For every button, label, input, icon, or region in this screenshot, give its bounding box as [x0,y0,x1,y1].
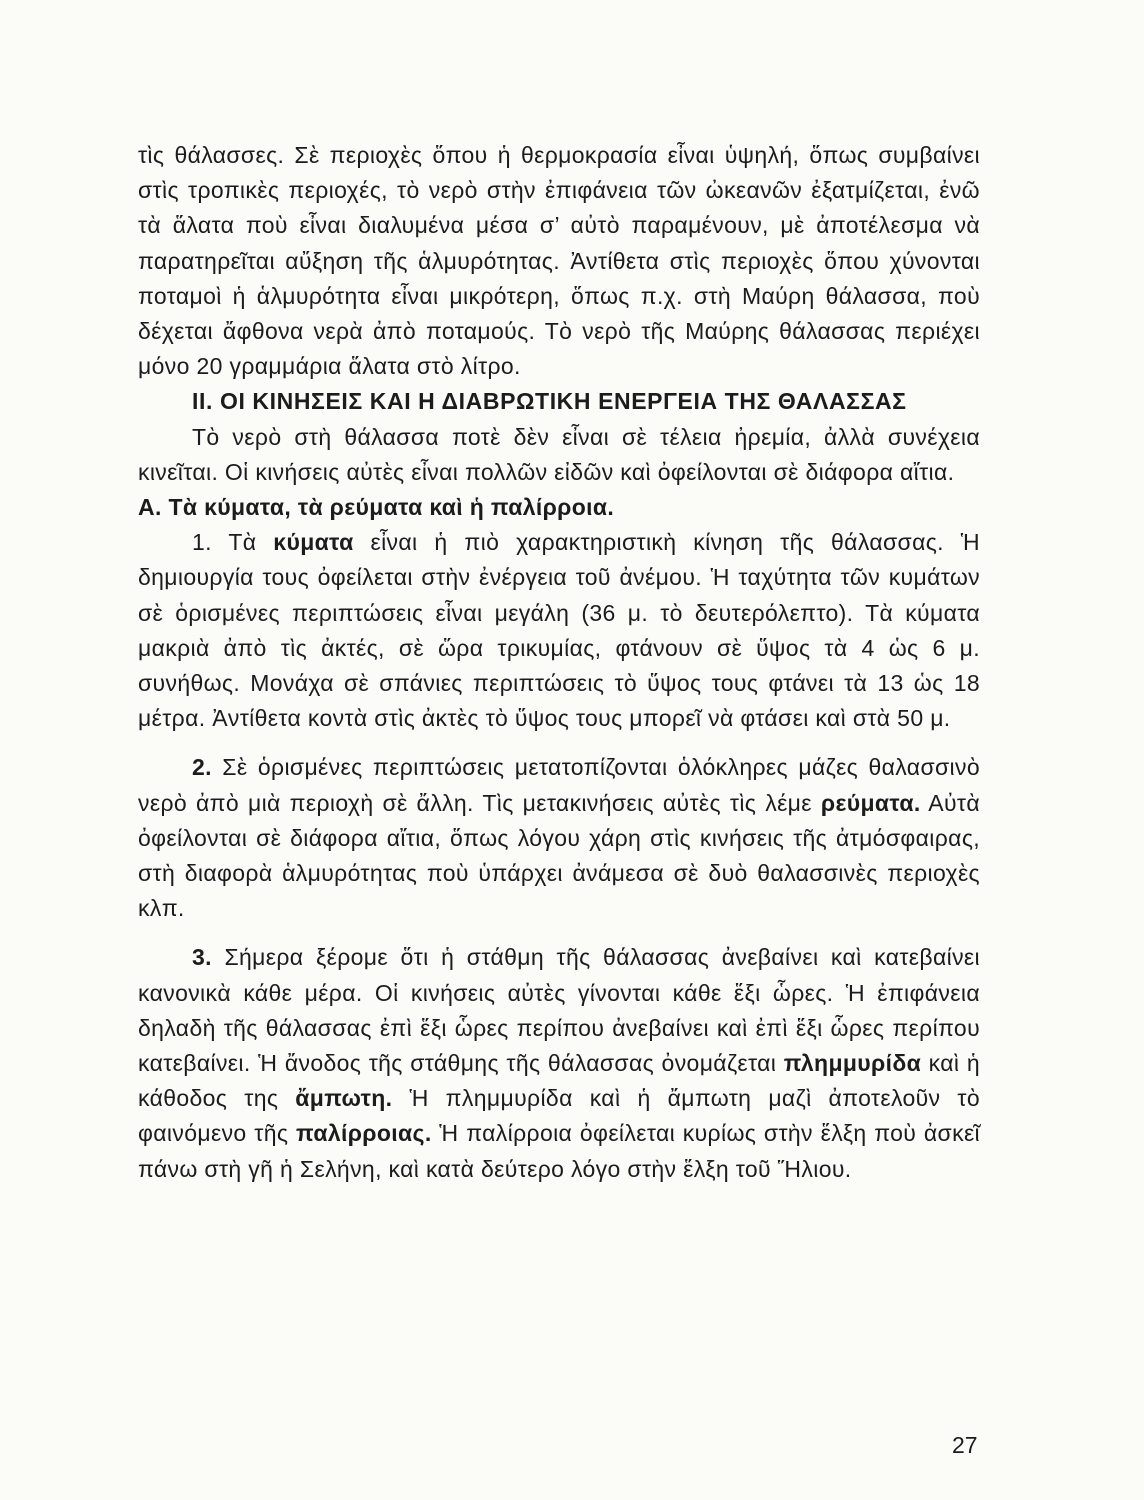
section-heading: II. ΟΙ ΚΙΝΗΣΕΙΣ ΚΑΙ Η ΔΙΑΒΡΩΤΙΚΗ ΕΝΕΡΓΕΙΑ ΤΗΣ ΘΑΛΑΣΣΑΣ [192,388,907,415]
body-text [138,138,980,1187]
subheading: Α. Τὰ κύματα, τὰ ρεύματα καὶ ἡ παλίρροια. [138,494,615,521]
paragraph-tides: 3. Σήμερα ξέρομε ὅτι ἡ στάθμη τῆς θάλασσας ἀνεβαίνει καὶ κατεβαίνει κανονικὰ κάθε μέρα. Οἱ κινήσεις αὐτὲς γίνονται κάθε ἕξι ὧρες. Ἡ ἐπιφάνεια δηλαδὴ τῆς θάλασσας ἐπὶ ἕξι ὧρες περίπου ἀνεβαίνει καὶ ἐπὶ ἕξι ὧρες περίπου κατεβαίνει. Ἡ ἄνοδος τῆς στάθμης τῆς θάλασσας ὀνομάζεται πλημμυρίδα καὶ ἡ κάθοδος της ἄμπωτη. Ἡ πλημμυρίδα καὶ ἡ ἄμπωτη μαζὶ ἀποτελοῦν τὸ φαινόμενο τῆς παλίρροιας. Ἡ παλίρροια ὀφείλεται κυρίως στὴν ἕλξη ποὺ ἀσκεῖ πάνω στὴ γῆ ἡ Σελήνη, καὶ κατὰ δεύτερο λόγο στὴν ἕλξη τοῦ Ἥλιου. [138,944,981,1182]
term-high-tide: πλημμυρίδα [783,1050,922,1077]
paragraph-number: 1. [192,529,212,556]
term-currents: ρεύματα. [820,789,921,816]
page-number: 27 [952,1432,978,1458]
paragraph-number: 2. [192,754,212,781]
term-tide: παλίρροιας. [296,1120,432,1147]
section-intro-paragraph: Τὸ νερὸ στὴ θάλασσα ποτὲ δὲν εἶναι σὲ τέλεια ἠρεμία, ἀλλὰ συνέχεια κινεῖται. Οἱ κινήσεις αὐτὲς εἶναι πολλῶν εἰδῶν καὶ ὀφείλονται σὲ διάφορα αἴτια. [138,423,980,485]
term-low-tide: ἄμπωτη. [295,1085,393,1112]
intro-paragraph: τὶς θάλασσες. Σὲ περιοχὲς ὅπου ἡ θερμοκρασία εἶναι ὑψηλή, ὅπως συμβαίνει στὶς τροπικὲς περιοχές, τὸ νερὸ στὴν ἐπιφάνεια τῶν ὠκεανῶν ἐξατμίζεται, ἐνῶ τὰ ἅλατα ποὺ εἶναι διαλυμένα μέσα σ’ αὐτὸ παραμένουν, μὲ ἀποτέλεσμα νὰ παρατηρεῖται αὔξηση τῆς ἁλμυρότητας. Ἀντίθετα στὶς περιοχὲς ὅπου χύνονται ποταμοὶ ἡ ἁλμυρότητα εἶναι μικρότερη, ὅπως π.χ. στὴ Μαύρη θάλασσα, ποὺ δέχεται ἄφθονα νερὰ ἀπὸ ποταμούς. Τὸ νερὸ τῆς Μαύρης θάλασσας περιέχει μόνο 20 γραμμάρια ἅλατα στὸ λίτρο. [138,142,980,380]
term-waves: κύματα [273,529,354,556]
paragraph-number: 3. [192,944,212,971]
paragraph-currents: 2. Σὲ ὁρισμένες περιπτώσεις μετατοπίζονται ὁλόκληρες μάζες θαλασσινὸ νερὸ ἀπὸ μιὰ περιοχὴ σὲ ἄλλη. Τὶς μετακινήσεις αὐτὲς τὶς λέμε ρεύματα. Αὐτὰ ὀφείλονται σὲ διάφορα αἴτια, ὅπως λόγου χάρη στὶς κινήσεις τῆς ἀτμόσφαιρας, στὴ διαφορὰ ἁλμυρότητας ποὺ ὑπάρχει ἀνάμεσα σὲ δυὸ θαλασσινὲς περιοχὲς κλπ. [138,754,980,922]
paragraph-waves: 1. Τὰ κύματα εἶναι ἡ πιὸ χαρακτηριστικὴ κίνηση τῆς θάλασσας. Ἡ δημιουργία τους ὀφείλεται στὴν ἐνέργεια τοῦ ἀνέμου. Ἡ ταχύτητα τῶν κυμάτων σὲ ὁρισμένες περιπτώσεις εἶναι μεγάλη (36 μ. τὸ δευτερόλεπτο). Τὰ κύματα μακριὰ ἀπὸ τὶς ἀκτές, σὲ ὥρα τρικυμίας, φτάνουν σὲ ὕψος τὰ 4 ὡς 6 μ. συνήθως. Μονάχα σὲ σπάνιες περιπτώσεις τὸ ὕψος τους φτάνει τὰ 13 ὡς 18 μέτρα. Ἀντίθετα κοντὰ στὶς ἀκτὲς τὸ ὕψος τους μπορεῖ νὰ φτάσει καὶ στὰ 50 μ. [138,529,980,732]
